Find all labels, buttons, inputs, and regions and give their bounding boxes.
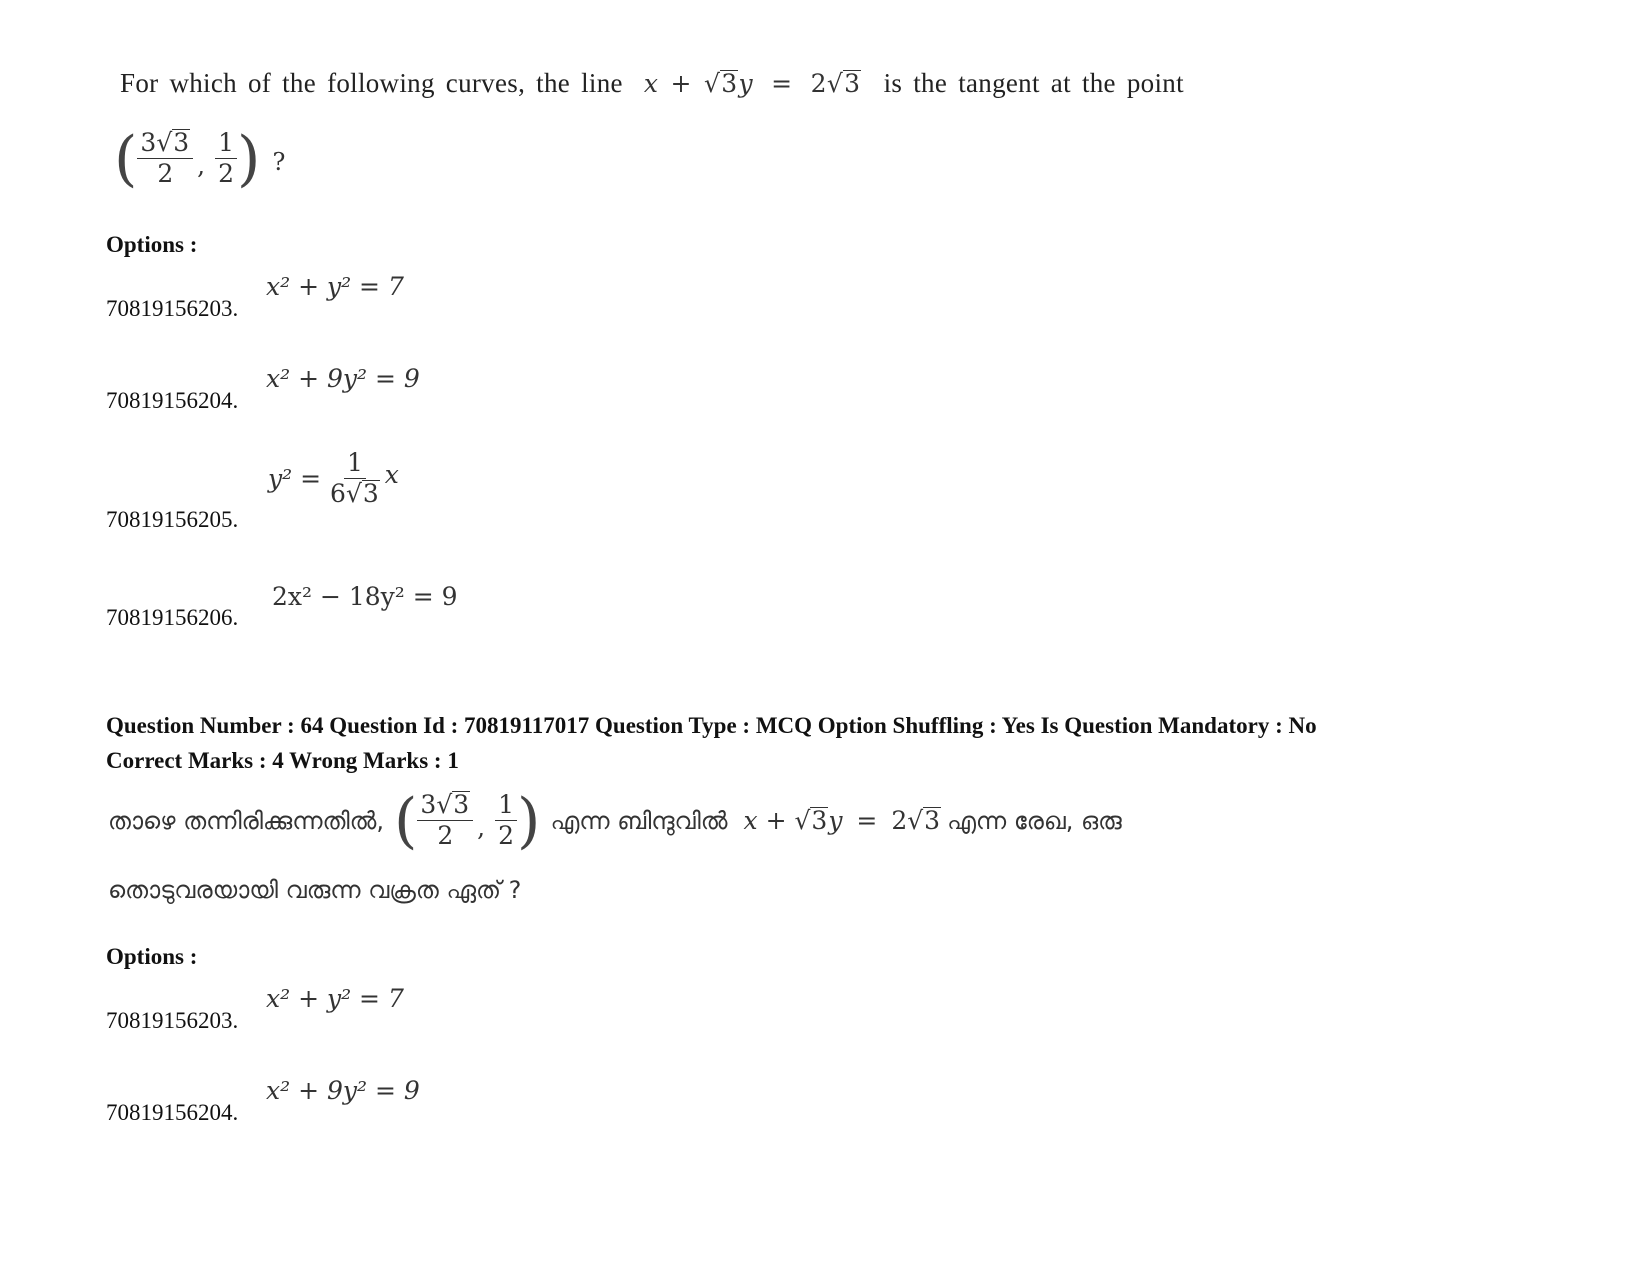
options-label: Options :: [106, 232, 198, 257]
option-formula: y² = $\frac{1}{6√3}$ x: [268, 448, 399, 508]
option-formula: x² + y² = 7: [266, 272, 404, 301]
option-formula: x² + 9y² = 9: [266, 364, 420, 393]
option-formula: x² + y² = 7: [266, 984, 404, 1013]
question-2-text: താഴെ തന്നിരിക്കുന്നതിൽ, ( $\frac{3√3}{2}$ , $\frac{1}{2}$ ) എന്ന ബിന്ദുവിൽ x + √3y = 2√3 എന്ന രേഖ, ഒരു: [108, 785, 1122, 856]
tangent-point: ( $\frac{3√3}{2}$ , $\frac{1}{2}$ ) ?: [114, 123, 286, 194]
option-formula: 2x² − 18y² = 9: [272, 582, 458, 611]
tangent-point: ( $\frac{3√3}{2}$ , $\frac{1}{2}$ ): [393, 785, 541, 856]
option-formula: x² + 9y² = 9: [266, 1076, 420, 1105]
option-id: 70819156206.: [106, 605, 239, 630]
option-id: 70819156203.: [106, 1008, 239, 1033]
question-2-text-line2: തൊടുവരയായി വരുന്ന വക്രത ഏത് ?: [108, 876, 522, 904]
question-1-prefix: For which of the following curves, the line: [120, 68, 623, 98]
options-label: Options :: [106, 944, 198, 969]
option-id: 70819156203.: [106, 296, 239, 321]
tangent-line-equation: x + √3y = 2√3: [643, 69, 861, 98]
option-id: 70819156204.: [106, 388, 239, 413]
question-1-suffix: is the tangent at the point: [883, 68, 1184, 98]
option-id: 70819156205.: [106, 507, 239, 532]
tangent-line-equation: x + √3y = 2√3: [743, 806, 941, 835]
question-meta: Question Number : 64 Question Id : 70819117017 Question Type : MCQ Option Shuffling : Yes Is Question Mandatory : No: [106, 713, 1317, 738]
option-id: 70819156204.: [106, 1100, 239, 1125]
marks-meta: Correct Marks : 4 Wrong Marks : 1: [106, 748, 459, 773]
question-1-text: [120, 68, 1184, 99]
